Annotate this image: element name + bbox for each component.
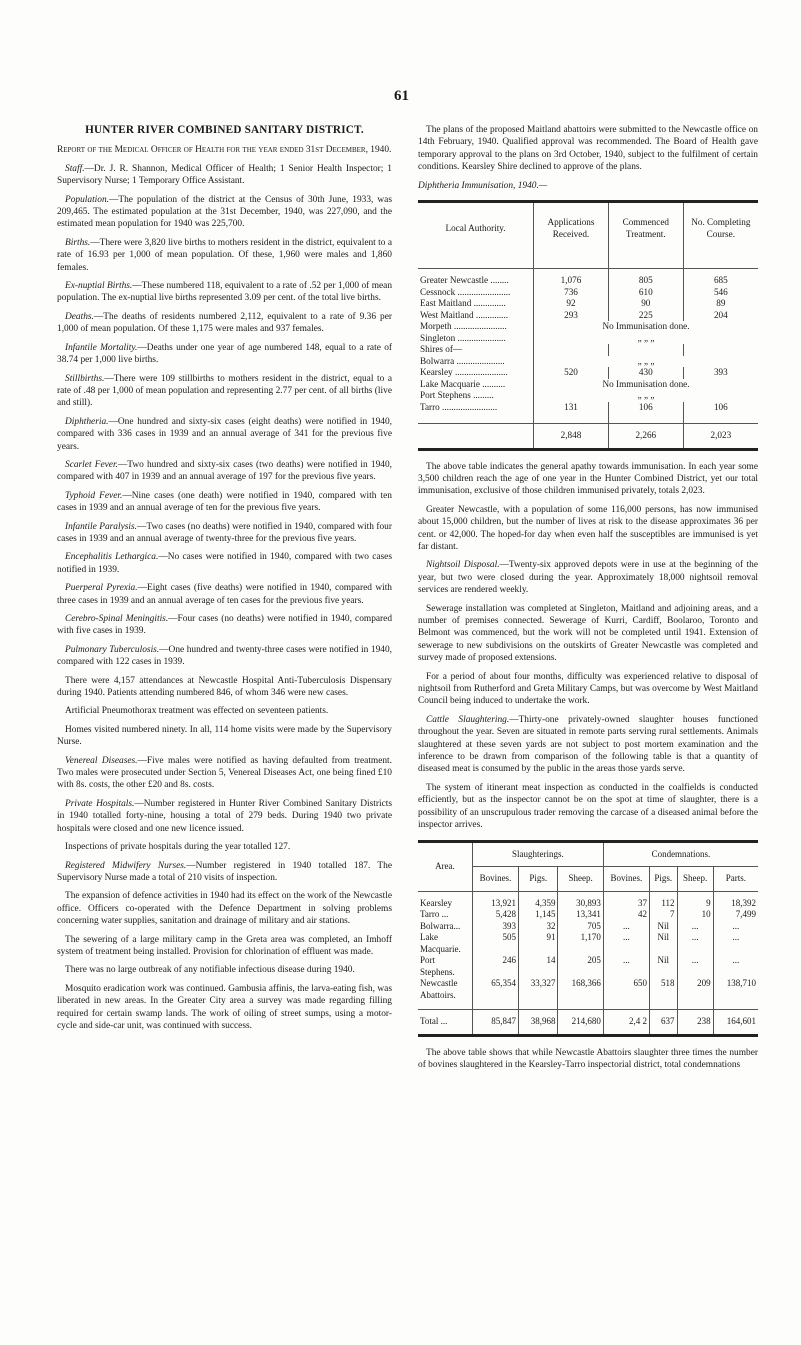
table-cell	[534, 344, 609, 356]
paragraph-text: —Dr. J. R. Shannon, Medical Officer of Health; 1 Senior Health Inspector; 1 Supervisory Nurse; 1 Temporary Office Assistant.	[57, 163, 392, 187]
paragraph-text: —Nine cases (one death) were notified in 1940, compared with ten cases in 1939 and an annual average of ten for the previous five years.	[57, 490, 392, 514]
table-cell: No Immunisation done.	[534, 379, 758, 391]
table-cell: 204	[683, 310, 758, 322]
col-header: Local Authority.	[418, 202, 534, 269]
table-cell: 610	[608, 287, 683, 299]
paragraph	[57, 675, 392, 700]
paragraph-text: —One hundred and twenty-three cases were notified in 1940, compared with 122 cases in 1939.	[57, 644, 392, 668]
table-cell: 18,392	[713, 891, 758, 909]
paragraph-lead: Diphtheria.	[65, 416, 109, 427]
paragraph-text: There were 4,157 attendances at Newcastle Hospital Anti-Tuberculosis Dispensary during 1940. Patients attending numbered 846, of whom 346 were new cases.	[57, 675, 392, 699]
table-cell: Shires of—	[420, 344, 463, 355]
table-cell: Kearsley .......................	[420, 367, 508, 378]
right-column	[418, 124, 758, 1077]
paragraph	[57, 890, 392, 927]
paragraph-text: —Eight cases (five deaths) were notified in 1940, compared with three cases in 1939 and an annual average of ten cases for the previous five years.	[57, 583, 392, 606]
table-cell: 106	[683, 402, 758, 424]
paragraph	[57, 459, 392, 484]
paragraph-text: —No cases were notified in 1940, compared with two cases notified in 1939.	[57, 552, 392, 575]
group-header: Slaughterings.	[472, 841, 603, 867]
table-row	[418, 932, 758, 955]
paragraph-text: —There were 109 stillbirths to mothers resident in the district, equal to a rate of .48 per 1,000 of mean population and representing 2.77 per cent. of all births (live and still).	[57, 373, 392, 409]
paragraph-lead: Infantile Paralysis.	[65, 521, 137, 532]
table-cell: 2,266	[608, 424, 683, 450]
table-cell: 92	[534, 298, 609, 310]
col-header: Bovines.	[603, 867, 649, 892]
table-cell: 42	[603, 909, 649, 921]
paragraph-lead: Private Hospitals.	[65, 798, 135, 809]
abattoir-paragraph: The plans of the proposed Maitland abattoirs were submitted to the Newcastle office on 14th February, 1940. Qualified approval was recommended. The Board of Health gave temporary approval to the plans on 3rd October, 1940, subject to the fulfilment of certain conditions. Kearsley Shire declined to approve of the plans.	[418, 125, 758, 173]
table-row	[418, 333, 758, 345]
table-cell: 30,893	[558, 891, 603, 909]
table-cell: 7	[649, 909, 677, 921]
paragraph-text: Greater Newcastle, with a population of some 116,000 persons, has now immunised about 15,000 children, but the number of lives at risk to the disease approximates 36 per cent. or 42,000. The hoped-for day when even half the susceptibles are immunised is yet far distant.	[418, 504, 758, 552]
paragraph-text: There was no large outbreak of any notifiable infectious disease during 1940.	[65, 965, 355, 976]
group-header: Condemnations.	[603, 841, 758, 867]
table-row	[418, 356, 758, 368]
paragraph	[418, 671, 758, 708]
table-cell: 13,921	[472, 891, 518, 909]
table-cell: Newcastle Abattoirs.	[420, 978, 458, 1000]
table-cell: 37	[603, 891, 649, 909]
table-cell: No Immunisation done.	[534, 321, 758, 333]
paragraph-text: —One hundred and sixty-six cases (eight deaths) were notified in 1940, compared with 336 cases in 1939 and an annual average of 341 for the previous five years.	[57, 416, 392, 452]
table-cell: 89	[683, 298, 758, 310]
table-row	[418, 344, 758, 356]
table-cell: Bolwarra .....................	[420, 355, 505, 366]
col-header: Bovines.	[472, 867, 518, 892]
paragraph-text: —Number registered in 1940 totalled 187. The Supervisory Nurse made a total of 210 visits of inspection.	[57, 860, 392, 883]
table-cell: Total ...	[418, 1010, 472, 1036]
table-cell: Lake Macquarie ..........	[420, 378, 506, 389]
paragraph	[57, 582, 392, 607]
paragraph	[57, 644, 392, 669]
table-cell: 246	[472, 955, 518, 978]
paragraph	[57, 860, 392, 885]
table-cell: 505	[472, 932, 518, 955]
paragraph-text: —Number registered in Hunter River Combined Sanitary Districts in 1940 totalled forty-nine, housing a total of 279 beds. During 1940 two private hospitals were closed and one new licence issued.	[57, 798, 393, 834]
table-cell: 393	[683, 367, 758, 379]
table-cell: 805	[608, 269, 683, 287]
slaughter-table	[418, 840, 758, 1037]
left-paragraphs	[57, 163, 392, 1033]
table-cell: Singleton .....................	[420, 332, 506, 343]
table-cell: 209	[677, 978, 713, 1010]
totals-row	[418, 424, 758, 450]
col-header: Commenced Treatment.	[608, 202, 683, 269]
report-title: Report of the Medical Officer of Health for the year ended 31st December, 1940.	[57, 145, 392, 156]
table-cell: 293	[534, 310, 609, 322]
table-cell: „ „ „	[534, 390, 758, 402]
table-cell: 225	[608, 310, 683, 322]
table-cell: 10	[677, 909, 713, 921]
table-cell: 138,710	[713, 978, 758, 1010]
table-cell: East Maitland ..............	[420, 298, 506, 309]
table-cell: Port Stephens.	[420, 955, 455, 977]
paragraph	[57, 194, 392, 231]
paragraph	[57, 237, 392, 274]
col-header: Applications Received.	[534, 202, 609, 269]
paragraph-lead: Infantile Mortality.	[65, 342, 138, 353]
paragraph-lead: Births.	[65, 237, 91, 248]
paragraph	[57, 724, 392, 749]
table-cell: 7,499	[713, 909, 758, 921]
table-cell: 168,366	[558, 978, 603, 1010]
table-cell: 1,145	[519, 909, 558, 921]
paragraph-text: —The population of the district at the Census of 30th June, 1933, was 209,465. The estimated population at the 31st December, 1940, was 227,090, and the estimated mean population for 1940 was 225,700.	[57, 194, 392, 230]
paragraph-text: —Twenty-six approved depots were in use at the beginning of the year, but two were closed during the year. Approximately 18,000 nightsoil removal services are rendered weekly.	[418, 560, 758, 596]
table-cell: Lake Macquarie.	[420, 932, 461, 954]
page-heading: HUNTER RIVER COMBINED SANITARY DISTRICT.	[85, 124, 364, 136]
table-cell: 650	[603, 978, 649, 1010]
paragraph-lead: Cerebro-Spinal Meningitis.	[65, 614, 169, 624]
table-cell: 518	[649, 978, 677, 1010]
paragraph-text: —Deaths under one year of age numbered 148, equal to a rate of 38.74 per 1,000 live births.	[57, 342, 392, 366]
paragraph	[418, 504, 758, 554]
paragraph-lead: Cattle Slaughtering.	[426, 714, 510, 725]
table-row	[418, 921, 758, 933]
col-header: Sheep.	[677, 867, 713, 892]
paragraph-lead: Scarlet Fever.	[65, 459, 118, 470]
table-cell: ...	[713, 932, 758, 955]
diphtheria-table-body	[418, 269, 758, 424]
table-cell: 1,076	[534, 269, 609, 287]
table-cell: Nil	[649, 921, 677, 933]
paragraph	[57, 551, 392, 576]
paragraph-text: —These numbered 118, equivalent to a rate of .52 per 1,000 of mean population. The ex-nuptial live births represented 3.09 per cent. of the total live births.	[57, 281, 393, 304]
paragraph-text: Inspections of private hospitals during the year totalled 127.	[65, 842, 291, 853]
paragraph-text: Artificial Pneumothorax treatment was effected on seventeen patients.	[65, 706, 329, 717]
table-row	[418, 390, 758, 402]
table-cell: 546	[683, 287, 758, 299]
table-cell: „ „ „	[534, 356, 758, 368]
table-cell: 736	[534, 287, 609, 299]
paragraph-text: —Four cases (no deaths) were notified in 1940, compared with five cases in 1939.	[57, 614, 393, 637]
paragraph-lead: Stillbirths.	[65, 373, 105, 384]
table-cell: Bolwarra...	[420, 920, 461, 931]
paragraph	[57, 311, 392, 336]
slaughter-table-body	[418, 891, 758, 1010]
table-cell: Greater Newcastle ........	[420, 275, 509, 286]
table-row	[418, 287, 758, 299]
paragraph	[57, 841, 392, 853]
table-row	[418, 321, 758, 333]
paragraph	[57, 934, 392, 959]
table-cell: 520	[534, 367, 609, 379]
diphtheria-immunisation-table	[418, 200, 758, 451]
paragraph-lead: Population.	[65, 194, 110, 205]
table-row	[418, 978, 758, 1010]
table-row	[418, 955, 758, 978]
table-row	[418, 298, 758, 310]
table-cell: 13,341	[558, 909, 603, 921]
left-column	[57, 124, 392, 1038]
col-header: Area.	[418, 841, 472, 891]
table-cell: 32	[519, 921, 558, 933]
table-cell: 112	[649, 891, 677, 909]
paragraph-lead: Venereal Diseases.	[65, 755, 138, 766]
table-cell: 106	[608, 402, 683, 424]
table-row	[418, 367, 758, 379]
table-cell: 4,359	[519, 891, 558, 909]
table-cell: 2,4 2	[603, 1010, 649, 1036]
table-row	[418, 402, 758, 424]
diphtheria-table-caption: Diphtheria Immunisation, 1940.—	[418, 180, 548, 191]
table-row	[418, 310, 758, 322]
table-cell: 91	[519, 932, 558, 955]
paragraph-lead: Nightsoil Disposal.	[426, 560, 500, 571]
table-row	[418, 269, 758, 287]
paragraph-lead: Typhoid Fever.	[65, 490, 123, 501]
table-cell: Nil	[649, 932, 677, 955]
table-cell: 393	[472, 921, 518, 933]
paragraph	[57, 373, 392, 410]
paragraph-text: The expansion of defence activities in 1940 had its effect on the work of the Newcastle office. Officers co-operated with the Defence Department in solving problems concerning water supplies, sanitation and drainage of military and air stations.	[57, 891, 392, 927]
paragraph-text: The above table indicates the general apathy towards immunisation. In each year some 3,500 children reach the age of one year in the Hunter Combined District, yet our total immunisation, exclusive of those children immunised privately, totals 2,023.	[418, 461, 758, 497]
table-cell: ...	[603, 955, 649, 978]
table-cell: ...	[677, 932, 713, 955]
paragraph	[57, 983, 392, 1033]
table-cell	[418, 424, 534, 450]
paragraph	[57, 280, 392, 305]
table-cell: 1,170	[558, 932, 603, 955]
table-row	[418, 909, 758, 921]
col-header: Sheep.	[558, 867, 603, 892]
paragraph	[418, 603, 758, 665]
table-cell: 205	[558, 955, 603, 978]
table-cell	[683, 344, 758, 356]
table-row	[418, 379, 758, 391]
paragraph-lead: Deaths.	[65, 311, 94, 322]
paragraph	[418, 461, 758, 498]
table-row	[418, 891, 758, 909]
paragraph	[57, 964, 392, 976]
table-cell: Tarro ........................	[420, 401, 498, 412]
col-header: Parts.	[713, 867, 758, 892]
table-cell: ...	[603, 932, 649, 955]
paragraph	[418, 559, 758, 596]
table-cell: 38,968	[519, 1010, 558, 1036]
table-cell: Tarro ...	[420, 909, 449, 919]
table-cell: Kearsley	[420, 897, 452, 908]
paragraph-lead: Pulmonary Tuberculosis.	[65, 644, 160, 655]
paragraph-lead: Registered Midwifery Nurses.	[65, 860, 187, 871]
table-cell: 14	[519, 955, 558, 978]
col-header: No. Completing Course.	[683, 202, 758, 269]
table-cell: 85,847	[472, 1010, 518, 1036]
table-cell: 430	[608, 367, 683, 379]
table-cell: Port Stephens .........	[420, 390, 494, 401]
paragraph-text: For a period of about four months, difficulty was experienced relative to disposal of nightsoil from Rutherford and Greta Military Camps, but was overcome by West Maitland Council being induced to undertake the work.	[418, 671, 758, 707]
paragraph	[57, 490, 392, 515]
paragraph-lead: Staff.	[65, 163, 85, 174]
table-cell: 33,327	[519, 978, 558, 1010]
table-cell: Morpeth .......................	[420, 321, 507, 332]
table-cell: 5,428	[472, 909, 518, 921]
paragraph-text: —Two hundred and sixty-six cases (two deaths) were notified in 1940, compared with 407 in 1939 and an annual average of 197 for the previous five years.	[57, 459, 392, 483]
paragraph-text: Homes visited numbered ninety. In all, 114 home visits were made by the Supervisory Nurse.	[57, 724, 392, 748]
table-cell: 131	[534, 402, 609, 424]
totals-row	[418, 1010, 758, 1036]
table-cell: 2,848	[534, 424, 609, 450]
paragraph	[57, 416, 392, 453]
paragraph	[57, 163, 392, 188]
table-cell: ...	[603, 921, 649, 933]
table-cell: 238	[677, 1010, 713, 1036]
paragraph-text: —Two cases (no deaths) were notified in 1940, compared with four cases in 1939 and an annual average of twenty-three for the previous five years.	[57, 521, 392, 544]
table-cell: ...	[677, 921, 713, 933]
paragraph-text: —There were 3,820 live births to mothers resident in the district, equivalent to a rate of 16.93 per 1,000 of mean population. Of these, 1,960 were males and 1,860 females.	[57, 237, 392, 273]
col-header: Pigs.	[649, 867, 677, 892]
table-cell: ...	[677, 955, 713, 978]
paragraph-text: —Five males were notified as having defaulted from treatment. Two males were prosecuted under Section 5, Venereal Diseases Act, one being fined £10 with 8s. costs, the other £20 and 8s. costs.	[57, 755, 393, 791]
paragraph	[57, 521, 392, 546]
table-cell: 9	[677, 891, 713, 909]
col-header: Pigs.	[519, 867, 558, 892]
table-cell: Nil	[649, 955, 677, 978]
closing-paragraph: The above table shows that while Newcastle Abattoirs slaughter three times the number of bovines slaughtered in the Kearsley-Tarro inspectorial district, total condemnations	[418, 1047, 758, 1070]
paragraph-lead: Puerperal Pyrexia.	[65, 583, 138, 594]
paragraph-lead: Encephalitis Lethargica.	[65, 552, 159, 563]
table-cell: 164,601	[713, 1010, 758, 1036]
paragraph-text: —The deaths of residents numbered 2,112, equivalent to a rate of 9.36 per 1,000 of mean population. Of these 1,175 were males and 937 females.	[57, 311, 392, 335]
paragraph-text: —Thirty-one privately-owned slaughter houses functioned throughout the year. Seven are situated in remote parts serving rural settlements. Animals slaughtered at these seven yards are not subject to post mortem examination and the inference to be drawn from comparison of the following table is that a quantity of diseased meat is consumed by the public in the areas those yards serve.	[418, 714, 758, 775]
table-cell: ...	[713, 921, 758, 933]
table-cell: 637	[649, 1010, 677, 1036]
table-cell: ...	[713, 955, 758, 978]
paragraph	[57, 342, 392, 367]
table-cell: 65,354	[472, 978, 518, 1010]
paragraph	[418, 782, 758, 832]
paragraph	[57, 755, 392, 792]
paragraph	[57, 613, 392, 638]
table-cell: Cessnock .......................	[420, 286, 511, 297]
paragraph-text: Mosquito eradication work was continued. Gambusia affinis, the larva-eating fish, was liberated in new areas. In the Greater City area a survey was made regarding filling required for certain swamp lands. The work of oiling of street sumps, using a motor-cycle and side-car unit, was continued with success.	[57, 983, 392, 1031]
table-cell: 685	[683, 269, 758, 287]
paragraph	[418, 714, 758, 776]
table-cell: 2,023	[683, 424, 758, 450]
paragraph	[57, 705, 392, 717]
table-cell: 705	[558, 921, 603, 933]
table-cell: 90	[608, 298, 683, 310]
paragraph-text: The system of itinerant meat inspection as conducted in the coalfields is conducted efficiently, but as the inspector cannot be on the spot at time of slaughter, there is a possibility of an unscrupulous trader removing the carcase of a diseased animal before the inspector arrives.	[418, 782, 758, 831]
table-cell: „ „ „	[534, 333, 758, 345]
table-cell: West Maitland ..............	[420, 309, 509, 320]
paragraph-text: Sewerage installation was completed at Singleton, Maitland and adjoining areas, and a number of premises connected. Sewerage of Kurri, Cardiff, Boolaroo, Toronto and Belmont was commenced, but the work will not be completed until 1941. Extension of sewerage to new subdivisions on the outskirts of Greater Newcastle was completed and survey made of proposed extensions.	[418, 603, 758, 664]
right-paragraphs	[418, 461, 758, 832]
page-number: 61	[394, 88, 409, 104]
paragraph-lead: Ex-nuptial Births.	[65, 281, 133, 292]
paragraph-text: The sewering of a large military camp in the Greta area was completed, an Imhoff system of treatment being installed. Provision for chlorination of effluent was made.	[57, 934, 392, 957]
table-cell	[608, 344, 683, 356]
table-cell: 214,680	[558, 1010, 603, 1036]
paragraph	[57, 798, 392, 835]
